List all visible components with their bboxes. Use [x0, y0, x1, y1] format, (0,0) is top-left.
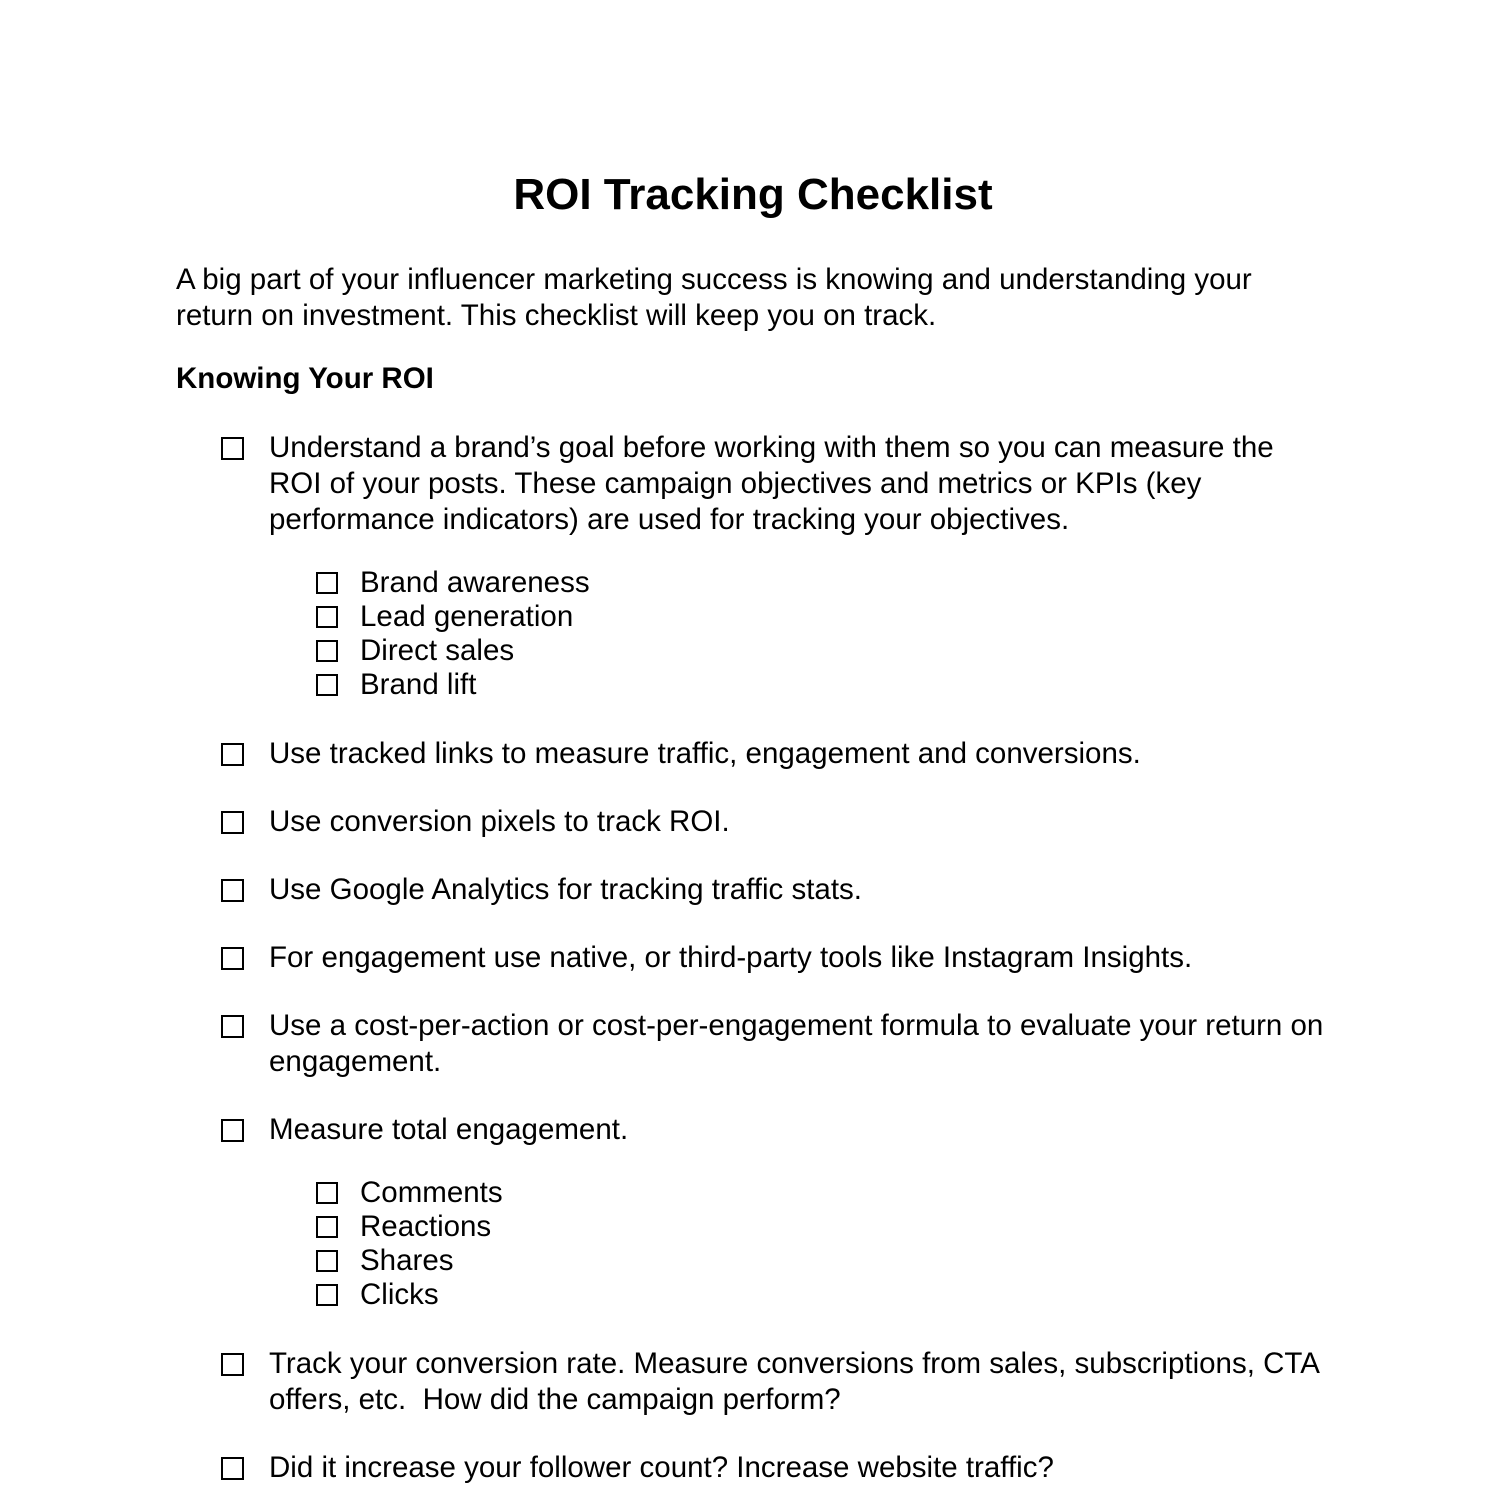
checkbox-icon[interactable]	[221, 879, 244, 902]
item-body	[269, 872, 862, 908]
checklist-subitem	[316, 1176, 628, 1210]
item-text: Use conversion pixels to track ROI.	[269, 805, 730, 838]
checklist-subitem	[316, 634, 1329, 668]
subitem-text: Clicks	[360, 1278, 439, 1311]
checkbox-icon[interactable]	[316, 1250, 338, 1272]
checkbox-icon[interactable]	[221, 743, 244, 766]
checklist-subitem	[316, 566, 1329, 600]
checklist-item	[176, 872, 1330, 908]
item-text: Did it increase your follower count? Increase website traffic?	[269, 1451, 1054, 1484]
checkbox-icon[interactable]	[316, 572, 338, 594]
checkbox-icon[interactable]	[221, 1015, 244, 1038]
checklist-subitem	[316, 1244, 628, 1278]
item-text: Use tracked links to measure traffic, engagement and conversions.	[269, 737, 1141, 770]
subitem-text: Comments	[360, 1176, 503, 1209]
checklist-subitem	[316, 1210, 628, 1244]
checklist-item	[176, 1346, 1330, 1418]
item-body	[269, 1112, 628, 1314]
section-heading: Knowing Your ROI	[176, 362, 434, 395]
checkbox-icon[interactable]	[221, 1119, 244, 1142]
item-body	[269, 804, 730, 840]
subitem-text: Shares	[360, 1244, 454, 1277]
item-body	[269, 1008, 1332, 1080]
subitem-text: Brand awareness	[360, 566, 590, 599]
item-text: Track your conversion rate. Measure conversions from sales, subscriptions, CTA offers, etc. How did the campaign perform?	[269, 1347, 1327, 1416]
checklist-subitem	[316, 668, 1329, 702]
subitem-text: Direct sales	[360, 634, 515, 667]
checklist-item	[176, 1008, 1330, 1080]
item-body	[269, 940, 1192, 976]
checkbox-icon[interactable]	[221, 437, 244, 460]
checklist-subitem	[316, 600, 1329, 634]
checklist-item	[176, 1112, 1330, 1314]
checklist-subitem	[316, 1278, 628, 1312]
item-body	[269, 736, 1141, 772]
checkbox-icon[interactable]	[316, 640, 338, 662]
checkbox-icon[interactable]	[316, 1216, 338, 1238]
checkbox-icon[interactable]	[221, 811, 244, 834]
checkbox-icon[interactable]	[316, 674, 338, 696]
item-text: Measure total engagement.	[269, 1113, 629, 1146]
checklist-item	[176, 940, 1330, 976]
checkbox-icon[interactable]	[221, 1457, 244, 1480]
item-text: Understand a brand’s goal before working with them so you can measure the ROI of your posts. These campaign objectives and metrics or KPIs (key performance indicators) are used for tracking your objectives.	[269, 431, 1282, 536]
subitem-text: Reactions	[360, 1210, 492, 1243]
checkbox-icon[interactable]	[221, 1353, 244, 1376]
intro-paragraph: A big part of your influencer marketing success is knowing and understanding your return on investment. This checklist will keep you on track.	[176, 263, 1252, 332]
sublist	[269, 566, 1329, 702]
sublist	[269, 1176, 628, 1312]
subitem-text: Brand lift	[360, 668, 477, 701]
subitem-text: Lead generation	[360, 600, 574, 633]
checklist-item	[176, 430, 1330, 704]
checklist-item	[176, 736, 1330, 772]
checklist-item	[176, 1450, 1330, 1486]
checkbox-icon[interactable]	[316, 606, 338, 628]
checkbox-icon[interactable]	[221, 947, 244, 970]
item-text: For engagement use native, or third-party tools like Instagram Insights.	[269, 941, 1193, 974]
checklist	[176, 430, 1330, 1486]
page-title: ROI Tracking Checklist	[513, 170, 993, 219]
item-text: Use Google Analytics for tracking traffic stats.	[269, 873, 862, 906]
checklist-item	[176, 804, 1330, 840]
item-body	[269, 1346, 1329, 1418]
checkbox-icon[interactable]	[316, 1284, 338, 1306]
item-text: Use a cost-per-action or cost-per-engagement formula to evaluate your return on engagement.	[269, 1009, 1332, 1078]
checkbox-icon[interactable]	[316, 1182, 338, 1204]
item-body	[269, 430, 1329, 704]
item-body	[269, 1450, 1054, 1486]
